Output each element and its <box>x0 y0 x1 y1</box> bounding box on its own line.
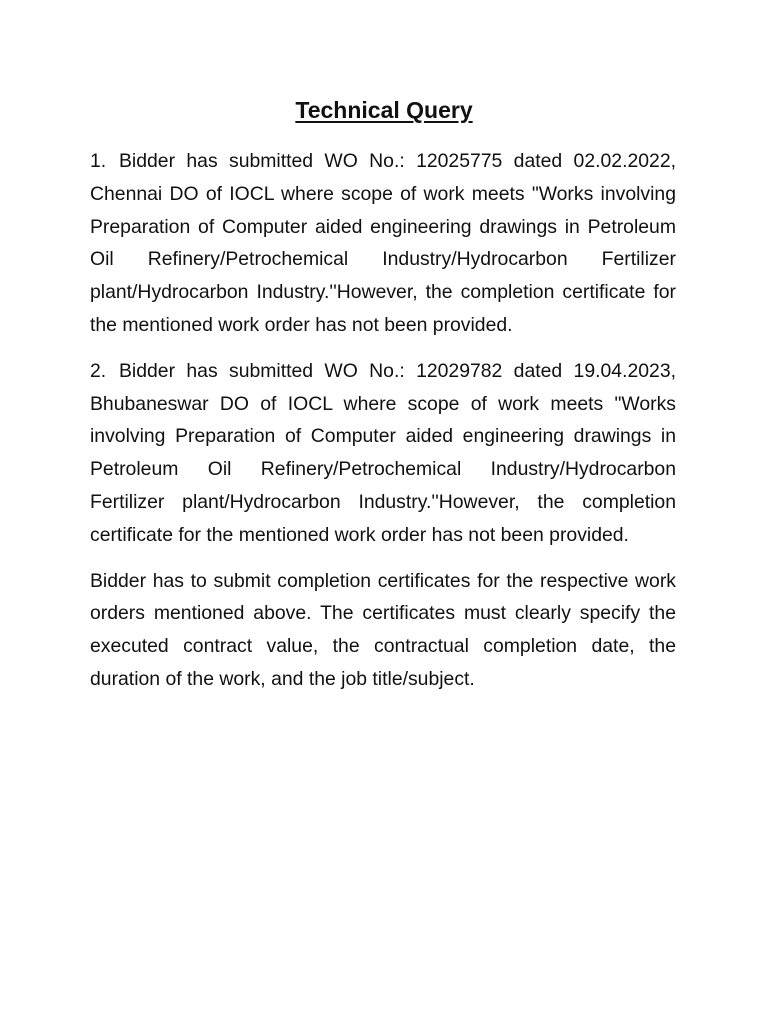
item-text: Bidder has submitted WO No.: 12025775 dated 02.02.2022, Chennai DO of IOCL where scope of work meets "Works involving Preparation of Computer aided engineering drawings in Petroleum Oil Refinery/Petrochemical Industry/Hydrocarbon Fertilizer plant/Hydrocarbon Industry.''However, the completion certificate for the mentioned work order has not been provided. <box>90 150 676 336</box>
item-text: Bidder has submitted WO No.: 12029782 dated 19.04.2023, Bhubaneswar DO of IOCL where scope of work meets "Works involving Preparation of Computer aided engineering drawings in Petroleum Oil Refinery/Petrochemical Industry/Hydrocarbon Fertilizer plant/Hydrocarbon Industry.''However, the completion certificate for the mentioned work order has not been provided. <box>90 359 676 546</box>
query-item-2 <box>90 355 676 552</box>
item-number: 2. <box>90 359 107 382</box>
document-body <box>90 145 676 709</box>
document-title: Technical Query <box>295 97 473 123</box>
query-item-1 <box>90 145 676 342</box>
closing-paragraph: Bidder has to submit completion certificates for the respective work orders mentioned above. The certificates must clearly specify the executed contract value, the contractual completion date, the duration of the work, and the job title/subject. <box>90 569 676 690</box>
item-number: 1. <box>90 150 107 172</box>
